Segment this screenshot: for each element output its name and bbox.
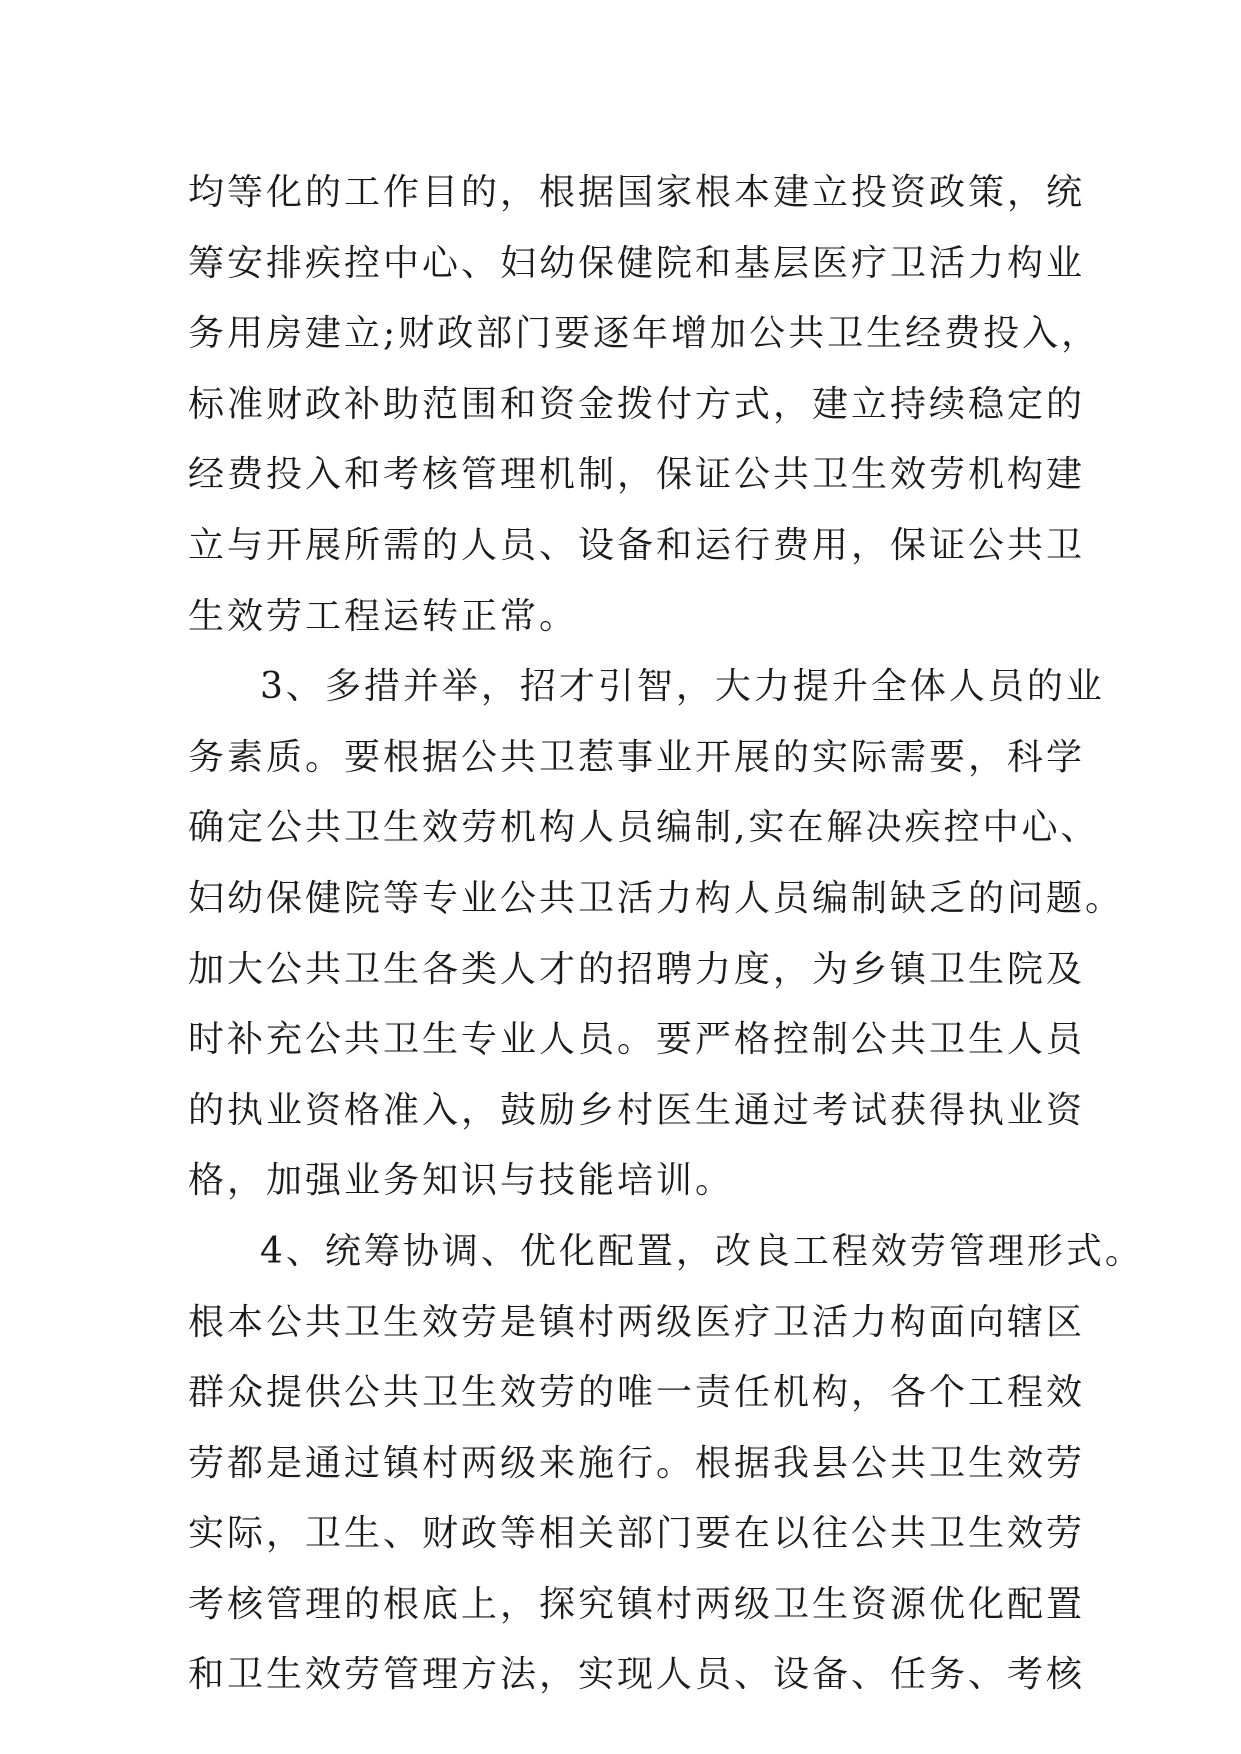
text-line: 标准财政补助范围和资金拨付方式，建立持续稳定的 xyxy=(188,383,1086,425)
text-line: 确定公共卫生效劳机构人员编制,实在解决疾控中心、 xyxy=(188,807,1100,849)
text-line: 时补充公共卫生专业人员。要严格控制公共卫生人员 xyxy=(188,1019,1086,1061)
text-line: 均等化的工作目的，根据国家根本建立投资政策，统 xyxy=(188,172,1086,213)
text-line: 经费投入和考核管理机制，保证公共卫生效劳机构建 xyxy=(188,454,1086,496)
text-line: 格，加强业务知识与技能培训。 xyxy=(188,1160,735,1202)
text-line: 务素质。要根据公共卫惹事业开展的实际需要，科学 xyxy=(188,736,1086,778)
text-line: 务用房建立;财政部门要逐年增加公共卫生经费投入， xyxy=(188,313,1101,355)
text-line: 加大公共卫生各类人才的招聘力度，为乡镇卫生院及 xyxy=(188,948,1086,990)
paragraph-4-start: 4、统筹协调、优化配置，改良工程效劳管理形式。 xyxy=(260,1230,1144,1272)
text-line: 群众提供公共卫生效劳的唯一责任机构，各个工程效 xyxy=(188,1372,1086,1414)
text-line: 立与开展所需的人员、设备和运行费用，保证公共卫 xyxy=(188,524,1086,566)
text-line: 考核管理的根底上，探究镇村两级卫生资源优化配置 xyxy=(188,1583,1086,1625)
text-line: 生效劳工程运转正常。 xyxy=(188,595,579,637)
text-line: 实际，卫生、财政等相关部门要在以往公共卫生效劳 xyxy=(188,1513,1086,1555)
paragraph-3-start: 3、多措并举，招才引智，大力提升全体人员的业 xyxy=(260,666,1105,708)
body-text xyxy=(188,158,1144,1711)
text-line: 和卫生效劳管理方法，实现人员、设备、任务、考核 xyxy=(188,1654,1086,1696)
text-line: 筹安排疾控中心、妇幼保健院和基层医疗卫活力构业 xyxy=(188,242,1086,284)
text-line: 根本公共卫生效劳是镇村两级医疗卫活力构面向辖区 xyxy=(188,1301,1086,1343)
text-line: 妇幼保健院等专业公共卫活力构人员编制缺乏的问题。 xyxy=(188,877,1125,919)
text-line: 的执业资格准入，鼓励乡村医生通过考试获得执业资 xyxy=(188,1089,1086,1131)
text-line: 劳都是通过镇村两级来施行。根据我县公共卫生效劳 xyxy=(188,1442,1086,1484)
